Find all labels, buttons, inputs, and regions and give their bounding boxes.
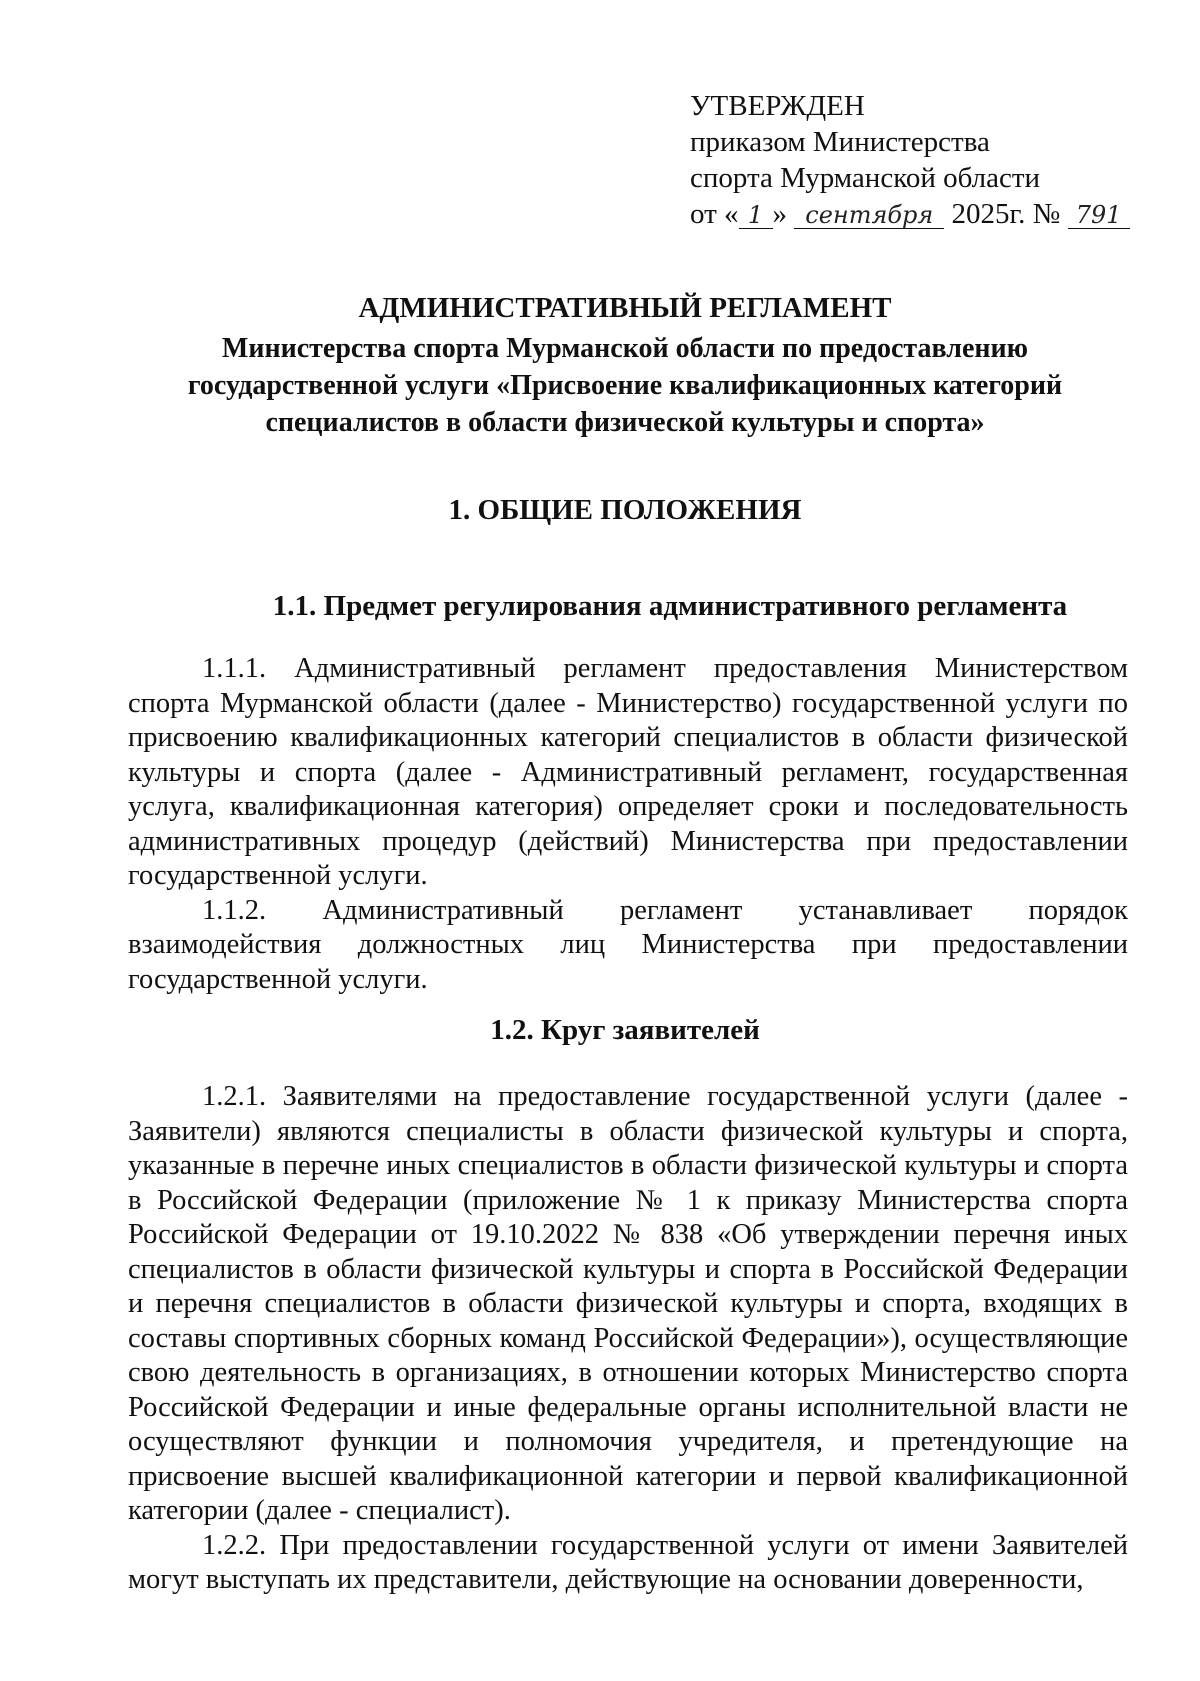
approval-order-line: приказом Министерства (690, 126, 990, 158)
paragraph-1-1-2: 1.1.2. Административный регламент устанавливает порядок взаимодействия должностных лиц Министерства при предоставлении государственной услуги. (128, 894, 1128, 995)
approval-month: сентября (794, 202, 944, 229)
subsection-heading-1-1: 1.1. Предмет регулирования административного регламента (272, 590, 1068, 622)
approval-day: 1 (739, 202, 773, 229)
subsection-heading-1-2: 1.2. Круг заявителей (490, 1014, 760, 1046)
approval-date-prefix: от « (690, 198, 739, 230)
paragraph-1-2-2: 1.2.2. При предоставлении государственной услуги от имени Заявителей могут выступать их представители, действующие на основании доверенности, (128, 1529, 1128, 1595)
section-heading-1: 1. ОБЩИЕ ПОЛОЖЕНИЯ (448, 494, 802, 526)
paragraph-1-1-1: 1.1.1. Административный регламент предоставления Министерством спорта Мурманской области (далее - Министерство) государственной услуги по присвоению квалификационных категорий специалистов в области физической культуры и спорта (далее - Административный регламент, государственная услуга, квалификационная категория) определяет сроки и последовательность административных процедур (действий) Министерства при предоставлении государственной услуги. (128, 653, 1128, 891)
approval-block (690, 88, 1160, 232)
approval-year: 2025г. № (951, 198, 1061, 230)
subsection-1-2-text (128, 1080, 1128, 1598)
document-subtitle: Министерства спорта Мурманской области по предоставлению государственной услуги «Присвоение квалификационных категорий специалистов в области физической культуры и спорта» (187, 333, 1063, 438)
approval-ministry-line: спорта Мурманской области (690, 162, 1041, 194)
paragraph-1-2-1: 1.2.1. Заявителями на предоставление государственной услуги (далее - Заявители) являются специалисты в области физической культуры и спорта, указанные в перечне иных специалистов в области физической культуры и спорта в Российской Федерации (приложение № 1 к приказу Министерства спорта Российской Федерации от 19.10.2022 № 838 «Об утверждении перечня иных специалистов в области физической культуры и спорта в Российской Федерации и перечня специалистов в области физической культуры и спорта, входящих в составы спортивных сборных команд Российской Федерации»), осуществляющие свою деятельность в организациях, в отношении которых Министерство спорта Российской Федерации и иные федеральные органы исполнительной власти не осуществляют функции и полномочия учредителя, и претендующие на присвоение высшей квалификационной категории и первой квалификационной категории (далее - специалист). (128, 1081, 1128, 1526)
subsection-1-1-text (128, 652, 1128, 997)
approval-date-line (690, 196, 1160, 232)
approval-date-sep: » (772, 198, 788, 230)
approval-title: УТВЕРЖДЕН (690, 90, 865, 122)
document-title: АДМИНИСТРАТИВНЫЙ РЕГЛАМЕНТ (358, 292, 892, 324)
approval-number: 791 (1068, 202, 1130, 229)
